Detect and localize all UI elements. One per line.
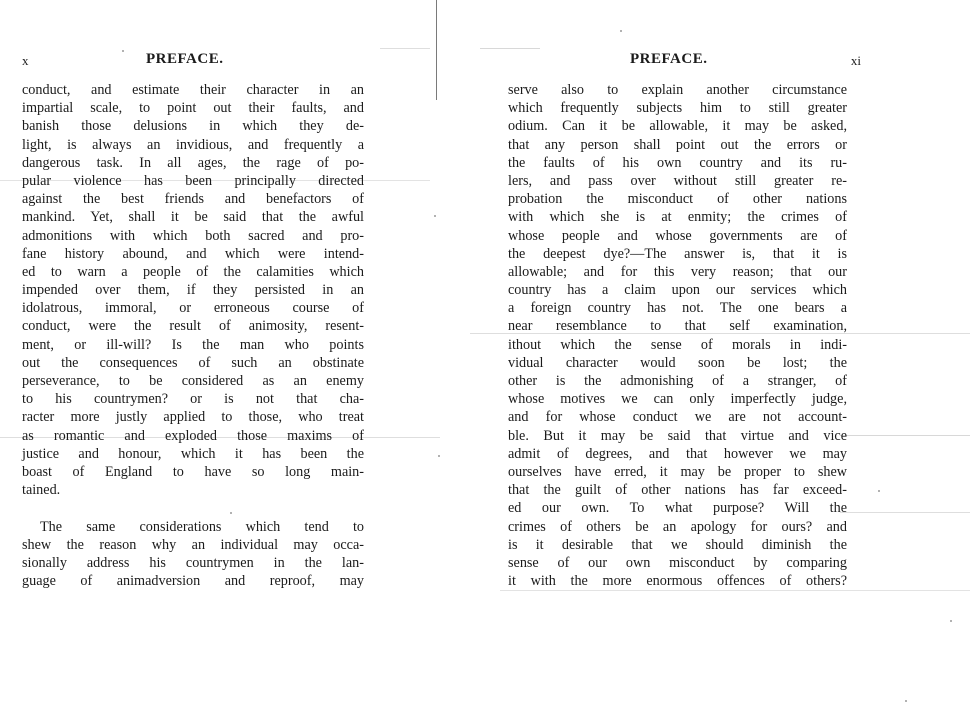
text-line: a foreign country has not. The one bears a [508,300,847,317]
text-line: other is the admonishing of a stranger, of [508,373,847,389]
page-number: x [22,53,29,68]
text-line: tained. [22,482,61,499]
text-line: ed to warn a people of the calamities which [22,263,364,280]
right-running-head [508,48,861,70]
text-line: sense of our own misconduct by comparing [508,554,847,571]
text-line: near resemblance to that self examination, [508,318,847,335]
scan-speck [950,620,952,622]
scan-line [380,48,430,49]
text-line: as romantic and exploded those maxims of [22,427,364,444]
text-line: banish those delusions in which they de- [22,118,364,135]
text-line: it with the more enormous offences of others? [508,573,847,590]
paragraph-gap [22,499,364,517]
text-line: pular violence has been principally directed [22,172,364,189]
text-line: is it desirable that we should diminish the [508,536,847,553]
text-line: conduct, were the result of animosity, resent- [22,318,364,335]
text-line: shew the reason why an individual may occa- [22,536,364,553]
scan-line [840,435,970,436]
text-line: vidual character would soon be lost; the [508,354,847,371]
text-line: ment, or ill-will? Is the man who points [22,336,364,353]
text-line: country has a claim upon our services which [508,282,847,299]
text-line: impartial scale, to point out their faults, and [22,100,364,117]
text-line: ithout which the sense of morals in indi- [508,336,847,353]
left-running-head [22,48,364,70]
text-line: idolatrous, immoral, or erroneous course of [22,300,364,317]
running-title: PREFACE. [630,51,708,67]
scan-line [840,512,970,513]
text-line: crimes of others be an apology for ours? and [508,518,847,535]
text-line: and for whose conduct we are not account- [508,409,847,426]
left-page [22,48,364,590]
text-line: against the best friends and benefactors of [22,191,364,208]
text-line: admit of degrees, and that however we may [508,445,847,462]
text-line: whose motives we can only imperfectly judge, [508,391,847,408]
text-line: that any person shall point out the errors or [508,136,847,153]
text-line: with which she is at enmity; the crimes of [508,209,847,226]
text-line: justice and honour, which it has been the [22,445,364,462]
scan-speck [438,455,440,457]
text-line: to his countrymen? or is not that cha- [22,391,364,408]
text-line: boast of England to have so long main- [22,463,364,480]
text-line: ourselves have erred, it may be proper to shew [508,463,847,480]
scan-speck [878,490,880,492]
text-line: whose people and whose governments are of [508,227,847,244]
text-line: racter more justly applied to those, who treat [22,409,364,426]
text-line: out the consequences of such an obstinate [22,354,364,371]
text-line: which frequently subjects him to still greater [508,100,847,117]
gutter-line [436,0,437,100]
text-line: light, is always an invidious, and frequently a [22,136,364,153]
text-line: the deepest dye?—The answer is, that it is [508,245,847,262]
text-line: lers, and pass over without still greater re- [508,172,847,189]
scan-speck [434,215,436,217]
text-line: allowable; and for this very reason; that our [508,263,847,280]
text-line: guage of animadversion and reproof, may [22,573,364,590]
text-line: ble. But it may be said that virtue and vice [508,427,847,444]
text-line: the faults of his own country and its ru- [508,154,847,171]
text-line: perseverance, to be considered as an enemy [22,373,364,389]
text-line: that the guilt of other nations has far exceed- [508,482,847,499]
text-line: ed our own. To what purpose? Will the [508,500,847,517]
left-page-text [22,81,364,590]
text-line: probation the misconduct of other nations [508,191,847,208]
text-line: The same considerations which tend to [40,518,364,535]
text-line: serve also to explain another circumstance [508,82,847,98]
text-line: fane history abound, and which were intend- [22,245,364,262]
text-line: impended over them, if they persisted in an [22,282,364,299]
text-line: dangerous task. In all ages, the rage of po- [22,154,364,171]
text-line: conduct, and estimate their character in an [22,82,364,98]
text-line: odium. Can it be allowable, it may be asked, [508,118,847,135]
running-title: PREFACE. [146,51,224,67]
text-line: sionally address his countrymen in the lan- [22,554,364,571]
right-page-text [508,81,847,590]
right-page [508,48,861,590]
page-number: xi [850,53,861,68]
text-line: mankind. Yet, shall it be said that the awful [22,209,364,226]
scan-speck [905,700,907,702]
scan-speck [620,30,622,32]
text-line: admonitions with which both sacred and pro- [22,227,364,244]
